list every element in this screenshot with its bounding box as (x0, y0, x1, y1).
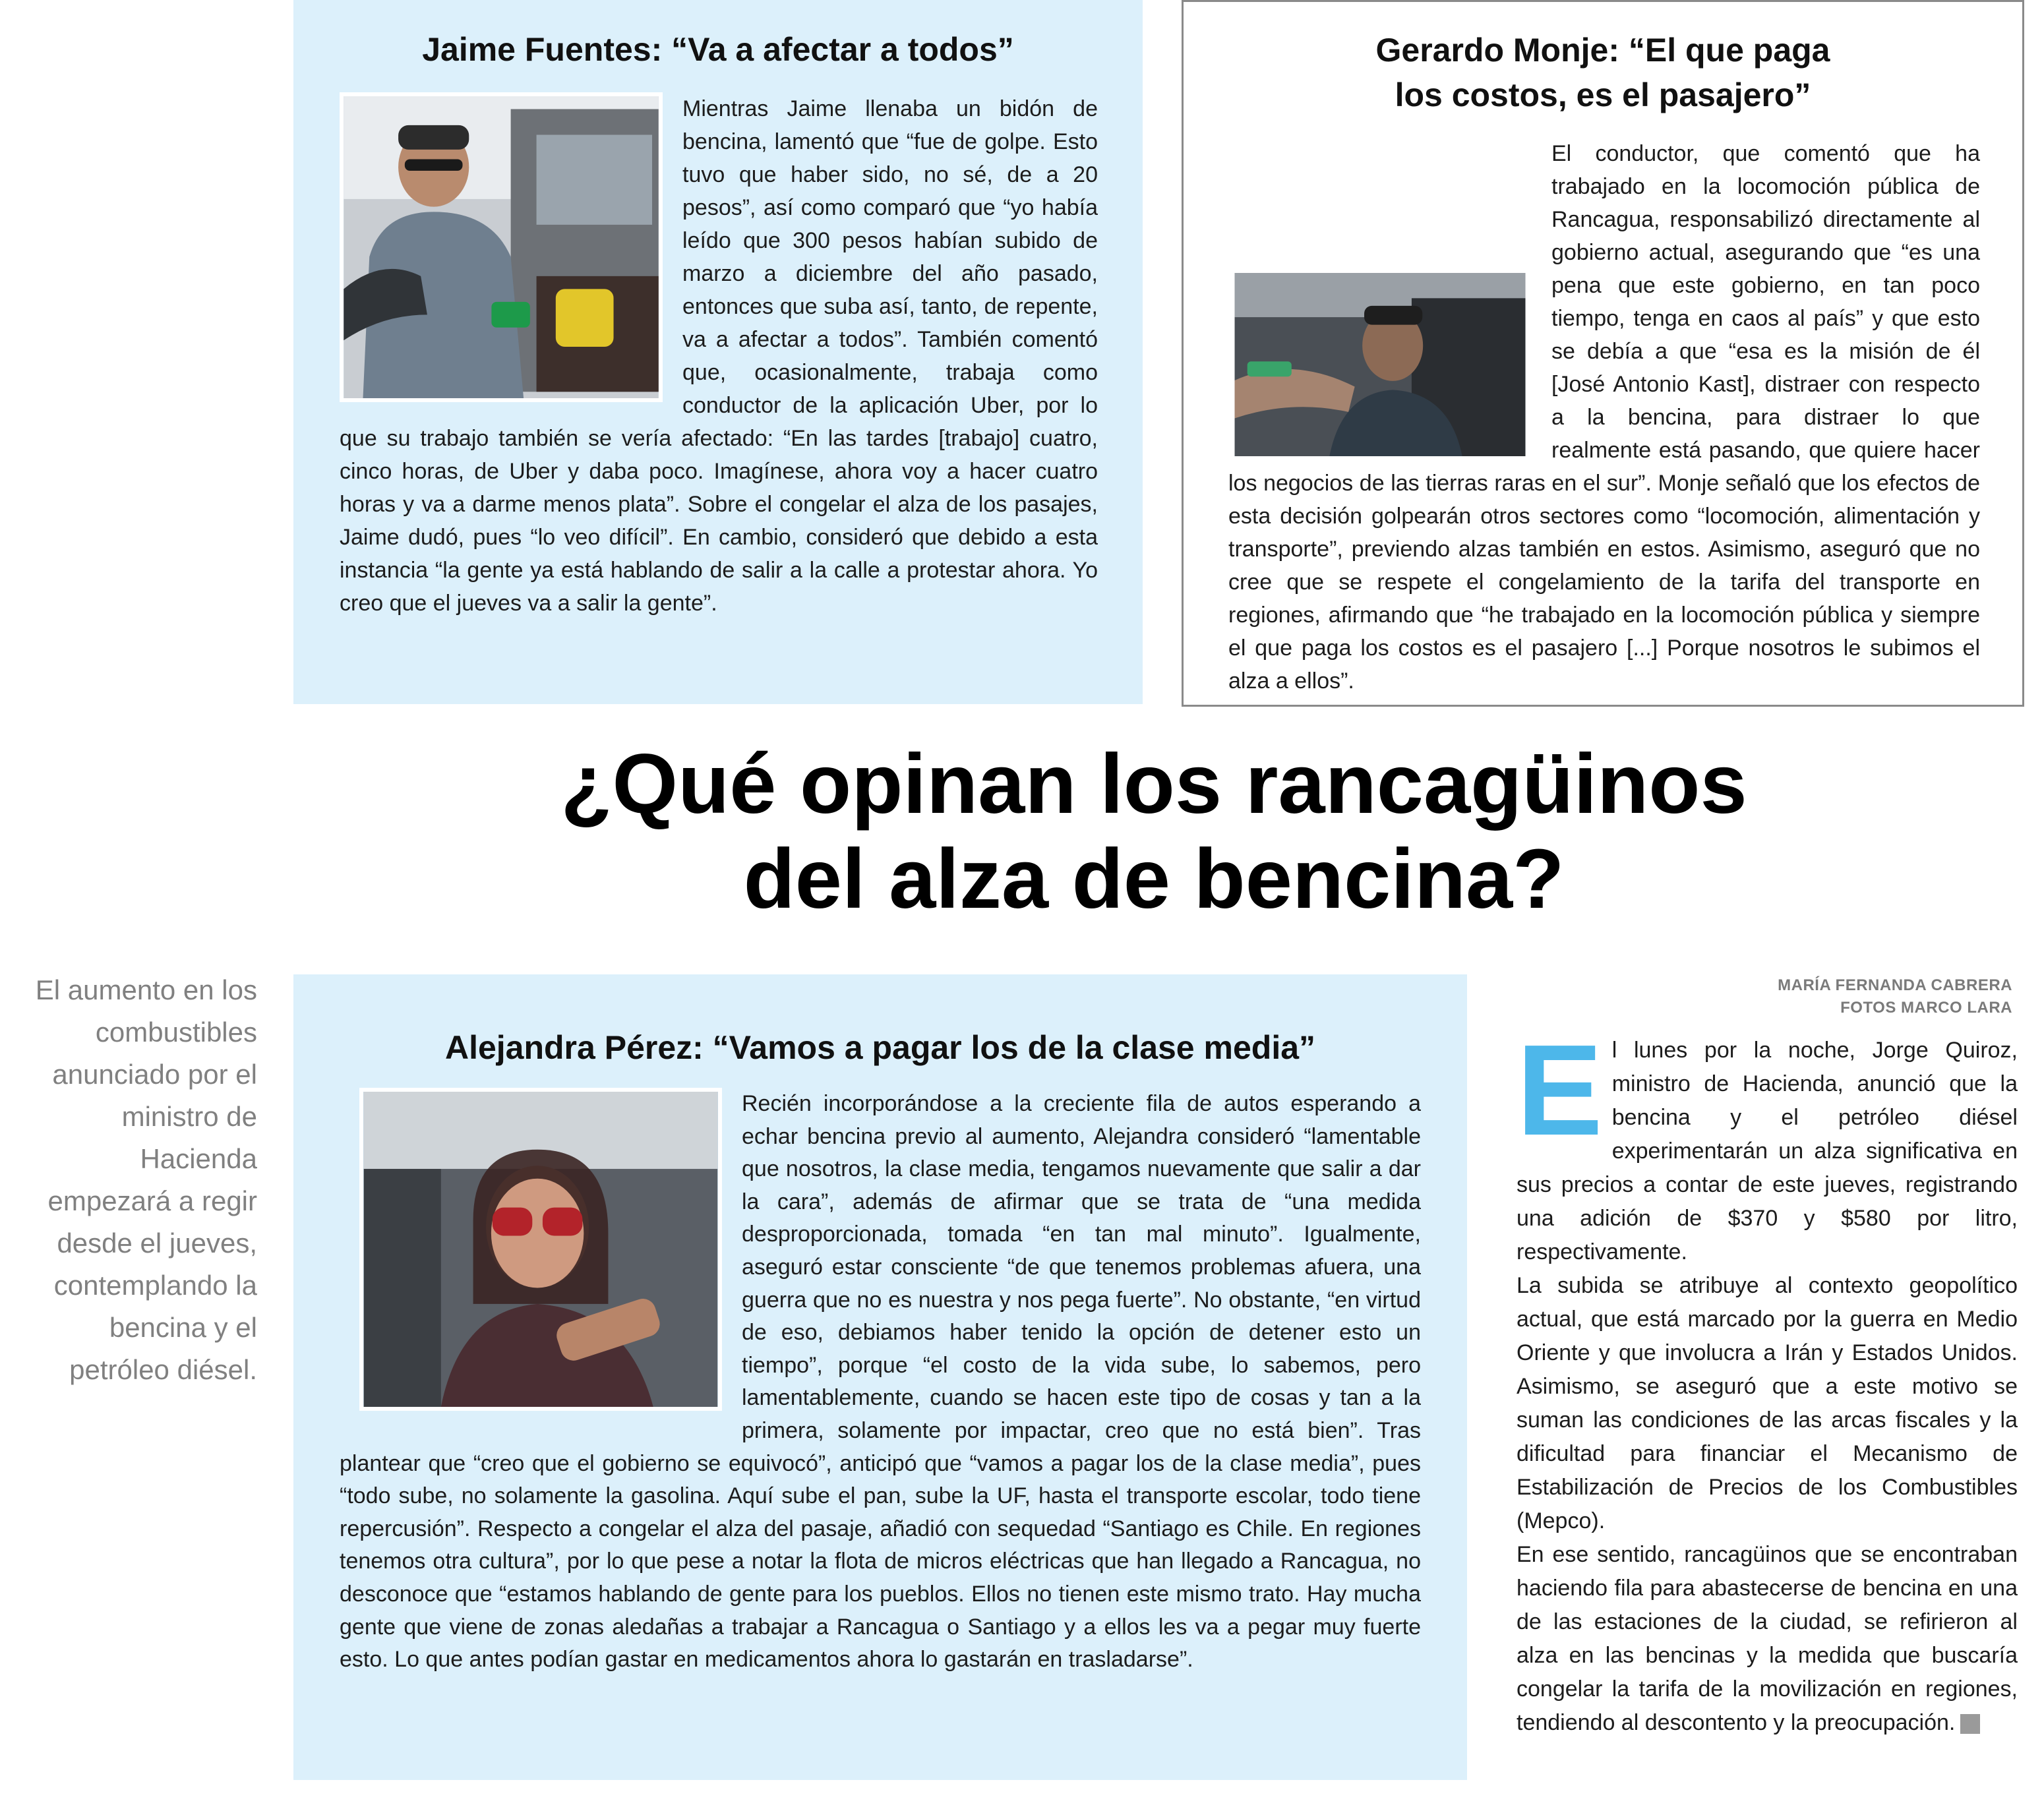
gerardo-box-text: El conductor, que comentó que ha trabajado en la locomoción pública de Rancagua, responsabilizó directamente al gobierno actual, asegurando que “es una pena que este gobierno, en tan poco tiempo, tenga en caos al país” y que esto se debía a que “esa es la misión de él [José Antonio Kast], distraer con respecto a la bencina, para distraer lo que realmente está pasando, que quiere hacer los negocios de las tierras raras en el sur”. Monje señaló que los efectos de esta decisión golpearán otros sectores como “locomoción, alimentación y transporte”, previendo alzas también en estos. Asimismo, aseguró que no cree que se respete el congelamiento de la tarifa del transporte en regiones, afirmando que “he trabajado en la locomoción pública y siempre el que paga los costos es el pasajero [...] Porque nosotros le subimos el alza a ellos”. (1228, 141, 1980, 694)
main-article-paragraph-3 (1517, 1538, 2018, 1740)
main-article-paragraph-3-text: En ese sentido, rancagüinos que se encontraban haciendo fila para abastecerse de bencina en una de las estaciones de la ciudad, se refirieron al alza en las bencinas y la medida que buscaría congelar la tarifa de la movilización en regiones, tendiendo al descontento y la preocupación. (1517, 1542, 2018, 1735)
sidebar-summary (20, 969, 257, 1391)
sidebar-summary-text: El aumento en los combustibles anunciado por el ministro de Hacienda empezará a regir desde el jueves, contemplando la bencina y el petróleo diésel. (35, 974, 257, 1385)
woman-in-car-image (363, 1092, 718, 1407)
gerardo-box-title-line1: Gerardo Monje: “El que paga (1375, 32, 1830, 69)
byline (1549, 974, 2012, 1019)
end-mark-icon (1960, 1714, 1980, 1734)
byline-photos: FOTOS MARCO LARA (1840, 999, 2012, 1017)
alejandra-box (293, 974, 1467, 1780)
man-at-gas-pump-image (344, 96, 659, 398)
byline-author: MARÍA FERNANDA CABRERA (1778, 976, 2012, 994)
jaime-photo (340, 92, 663, 402)
main-article-paragraph-1: l lunes por la noche, Jorge Quiroz, ministro de Hacienda, anunció que la bencina y el petróleo diésel experimentarán un alza significativa en sus precios a contar de este jueves, registrando una adición de $370 y $580 por litro, respectivamente. (1517, 1038, 2018, 1264)
jaime-box-text: Mientras Jaime llenaba un bidón de bencina, lamentó que “fue de golpe. Esto tuvo que haber sido, no sé, de a 20 pesos”, así como comparó que “yo había leído que 300 pesos habían subido de marzo a diciembre del año pasado, entonces que suba así, tanto, de repente, va a afectar a todos”. También comentó que, ocasionalmente, trabaja como conductor de la aplicación Uber, por lo que su trabajo también se vería afectado: “En las tardes [trabajo] cuatro, cinco horas, de Uber y daba poco. Imagínese, ahora voy a hacer cuatro horas y va a darme menos plata”. Sobre el congelar el alza de los pasajes, Jaime dudó, pues “lo veo difícil”. En cambio, consideró que debido a esta instancia “la gente ya está hablando de salir a la calle a protestar ahora. Yo creo que el jueves va a salir la gente”. (340, 96, 1098, 616)
jaime-box (293, 0, 1143, 704)
alejandra-photo (359, 1088, 722, 1411)
gerardo-box (1182, 0, 2024, 707)
dropcap-letter: E (1517, 1018, 1603, 1162)
gerardo-box-title-line2: los costos, es el pasajero” (1395, 76, 1811, 113)
alejandra-box-text: Recién incorporándose a la creciente fila de autos esperando a echar bencina previo al aumento, Alejandra consideró “lamentable que nosotros, la clase media, tengamos nuevamente que salir a dar la cara”, además de afirmar que se trata de “una medida desproporcionada, tomada “en tan mal minuto”. Igualmente, aseguró estar consciente “de que tenemos problemas afuera, una guerra que no es nuestra y nos pega fuerte”. No obstante, “en virtud de eso, debiamos haber tenido la opción de detener esto un tiempo”, porque “el costo de la vida sube, lo sabemos, pero lamentablemente, cuando se hacen este tipo de cosas y tan a la primera, solamente por impactar, creo que no está bien”. Tras plantear que “creo que el gobierno se equivocó”, anticipó que “vamos a pagar los de la clase media”, pues “todo sube, no solamente la gasolina. Aquí sube el pan, sube la UF, hasta el transporte escolar, todo tiene repercusión”. Respecto a congelar el alza del pasaje, añadió con sequedad “Santiago es Chile. En regiones tenemos otra cultura”, por lo que pese a notar la flota de micros eléctricas que han llegado a Rancagua, no desconoce que “estamos hablando de gente para los pueblos. Ellos no tienen este mismo trato. Hay mucha gente que viene de zonas aledañas a trabajar a Rancagua o Santiago y a ellos les va a pegar muy fuerte esto. Lo que antes podían gastar en medicamentos ahora lo gastarán en trasladarse”. (340, 1091, 1421, 1673)
main-article-paragraph-2: La subida se atribuye al contexto geopolítico actual, que está marcado por la guerra en Medio Oriente y que involucra a Irán y Estados Unidos. Asimismo, se aseguró que a este motivo se suman las condiciones de las arcas fiscales y la dificultad para financiar el Mecanismo de Estabilización de Precios de los Combustibles (Mepco). (1517, 1273, 2018, 1533)
headline-line1: ¿Qué opinan los rancagüinos (560, 737, 1747, 831)
main-article (1517, 1018, 2018, 1740)
headline-line2: del alza de bencina? (743, 832, 1565, 926)
man-in-vehicle-image (1232, 273, 1528, 456)
jaime-box-text-area (340, 92, 1098, 686)
alejandra-box-text-area (340, 1088, 1421, 1760)
jaime-box-title: Jaime Fuentes: “Va a afectar a todos” (422, 31, 1014, 68)
gerardo-photo (1228, 269, 1532, 460)
alejandra-box-title: Alejandra Pérez: “Vamos a pagar los de la clase media” (444, 1029, 1316, 1066)
gerardo-box-text-area (1228, 137, 1980, 694)
